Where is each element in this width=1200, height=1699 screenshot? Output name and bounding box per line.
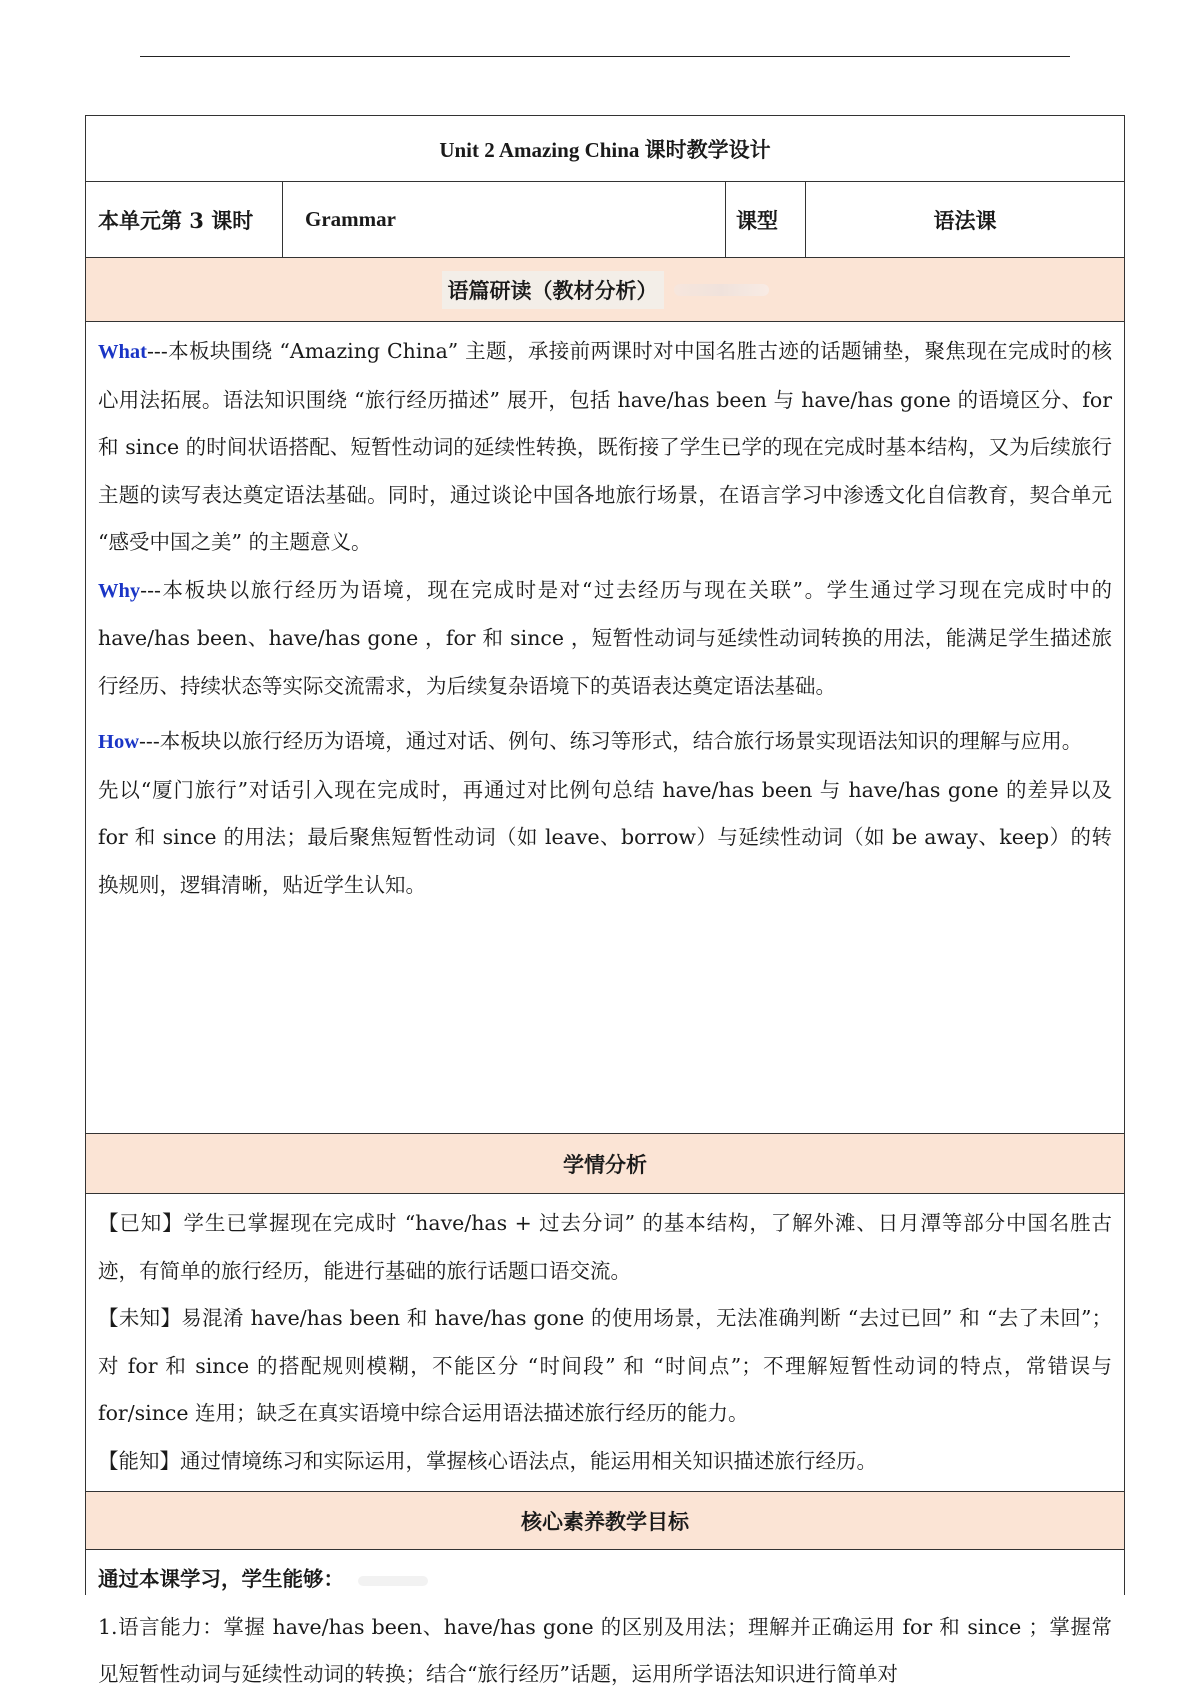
- objectives-heading-row: [86, 1492, 1124, 1550]
- text-analysis-heading-row: [86, 258, 1124, 322]
- lesson-plan-table: [85, 115, 1125, 1686]
- how-detail-paragraph: 先以“厦门旅行”对话引入现在完成时，再通过对比例句总结 have/has been 与 have/has gone 的差异以及 for 和 since 的用法；最后聚焦短暂性动词（如 leave、borrow）与延续性动词（如 be away、keep）的转换规则，逻辑清晰，贴近学生认知。: [98, 777, 1112, 897]
- unknown-paragraph: 【未知】易混淆 have/has been 和 have/has gone 的使用场景，无法准确判断 “去过已回” 和 “去了未回”；对 for 和 since 的搭配规则模糊，不能区分 “时间段” 和 “时间点”；不理解短暂性动词的特点，常错误与 for/since 连用；缺乏在真实语境中综合运用语法描述旅行经历的能力。: [98, 1306, 1112, 1425]
- objectives-heading: 核心素养教学目标: [521, 1508, 689, 1534]
- how-keyword: How: [98, 731, 139, 753]
- known-paragraph: 【已知】学生已掌握现在完成时 “have/has + 过去分词” 的基本结构，了解外滩、日月潭等部分中国名胜古迹，有简单的旅行经历，能进行基础的旅行话题口语交流。: [98, 1211, 1112, 1283]
- learner-analysis-content: [86, 1194, 1124, 1492]
- faint-watermark: [358, 1576, 428, 1586]
- capable-paragraph: 【能知】通过情境练习和实际运用，掌握核心语法点，能运用相关知识描述旅行经历。: [98, 1448, 877, 1473]
- lesson-type-label-cell: [726, 182, 806, 257]
- learner-analysis-heading-row: [86, 1134, 1124, 1194]
- objectives-intro: 通过本课学习，学生能够：: [98, 1567, 344, 1591]
- title-row: [86, 116, 1124, 182]
- what-paragraph: [98, 328, 1112, 567]
- why-keyword: Why: [98, 579, 141, 602]
- objective-item-1: 1.语言能力：掌握 have/has been、have/has gone 的区别及用法；理解并正确运用 for 和 since ；掌握常见短暂性动词与延续性动词的转换；结合“旅行经历”话题，运用所学语法知识进行简单对: [98, 1614, 1112, 1686]
- objectives-intro-paragraph: [98, 1556, 1112, 1604]
- lesson-type-value-cell: [806, 182, 1124, 257]
- learner-analysis-heading: 学情分析: [563, 1151, 647, 1177]
- lesson-name: Grammar: [305, 207, 396, 231]
- how-text: ---本板块以旅行经历为语境，通过对话、例句、练习等形式，结合旅行场景实现语法知识的理解与应用。: [139, 729, 1083, 753]
- lesson-number-cell: [86, 182, 283, 257]
- watermark-mark: [674, 284, 769, 296]
- what-text: ---本板块围绕 “Amazing China” 主题，承接前两课时对中国名胜古迹的话题铺垫，聚焦现在完成时的核心用法拓展。语法知识围绕 “旅行经历描述” 展开，包括 have/has been 与 have/has gone 的语境区分、for 和 since 的时间状语搭配、短暂性动词的延续性转换，既衔接了学生已学的现在完成时基本结构，又为后续旅行主题的读写表达奠定语法基础。同时，通过谈论中国各地旅行场景，在语言学习中渗透文化自信教育，契合单元 “感受中国之美” 的主题意义。: [98, 339, 1112, 554]
- meta-row: [86, 182, 1124, 258]
- document-title: Unit 2 Amazing China 课时教学设计: [439, 137, 771, 162]
- header-rule: [140, 56, 1070, 57]
- lesson-type-label: 课型: [736, 207, 778, 233]
- why-paragraph: [98, 567, 1112, 711]
- lesson-type-value: 语法课: [933, 207, 997, 233]
- objectives-content: [86, 1550, 1124, 1686]
- why-text: ---本板块以旅行经历为语境，现在完成时是对“过去经历与现在关联”。学生通过学习现在完成时中的 have/has been、have/has gone ，for 和 since ，短暂性动词与延续性动词转换的用法，能满足学生描述旅行经历、持续状态等实际交流需求，为后续复杂语境下的英语表达奠定语法基础。: [98, 577, 1112, 698]
- lesson-name-cell: [283, 182, 726, 257]
- text-analysis-content: [86, 322, 1124, 1134]
- how-paragraph: [98, 718, 1112, 767]
- text-analysis-heading: 语篇研读（教材分析）: [442, 271, 664, 309]
- lesson-number: 本单元第 3 课时: [98, 207, 254, 233]
- what-keyword: What: [98, 341, 147, 363]
